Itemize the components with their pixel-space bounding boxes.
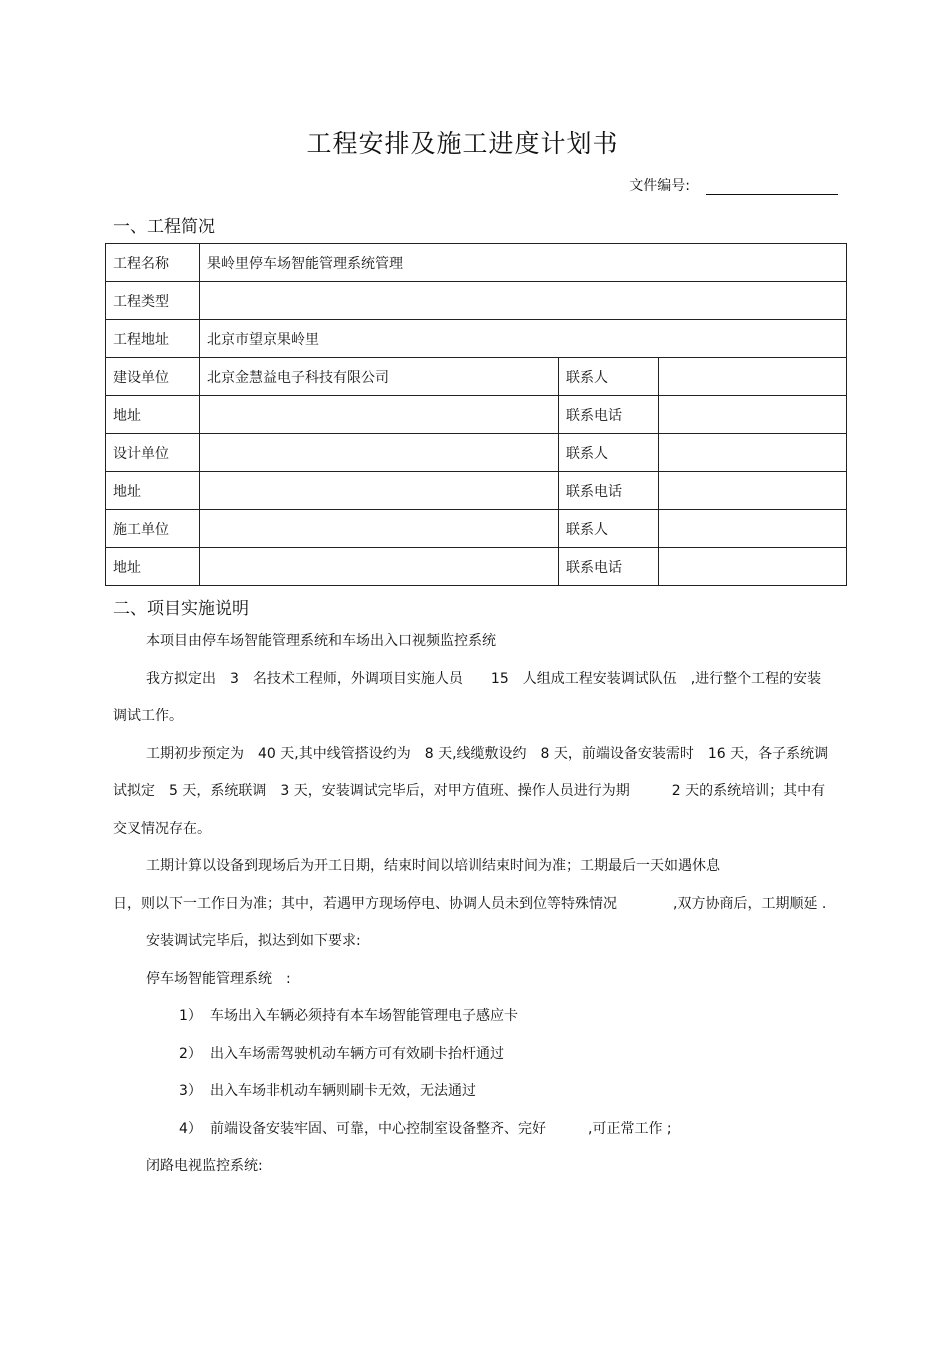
cell-label: 联系电话 xyxy=(559,472,659,510)
table-row xyxy=(106,396,847,434)
table-row xyxy=(106,320,847,358)
table-row xyxy=(106,282,847,320)
list-item-number: 4） xyxy=(179,1120,202,1137)
cell-label: 工程名称 xyxy=(106,244,200,282)
file-number-blank xyxy=(706,180,838,195)
cell-value xyxy=(659,548,847,586)
list-item-text: 出入车场非机动车辆则刷卡无效，无法通过 xyxy=(210,1083,476,1099)
cell-value xyxy=(659,396,847,434)
paragraph-parking-system: 停车场智能管理系统 : xyxy=(146,970,291,987)
implementation-body xyxy=(113,623,835,1186)
table-row xyxy=(106,548,847,586)
cell-label: 地址 xyxy=(106,396,200,434)
paragraph-scope: 本项目由停车场智能管理系统和车场出入口视频监控系统 xyxy=(146,633,496,649)
list-item-number: 2） xyxy=(179,1045,202,1062)
list-item-text: 车场出入车辆必须持有本车场智能管理电子感应卡 xyxy=(210,1008,518,1024)
table-row xyxy=(106,510,847,548)
cell-value xyxy=(659,358,847,396)
paragraph-cctv-system: 闭路电视监控系统: xyxy=(146,1158,263,1174)
list-item-number: 1） xyxy=(179,1008,202,1024)
cell-value: 果岭里停车场智能管理系统管理 xyxy=(200,244,847,282)
cell-label: 地址 xyxy=(106,472,200,510)
list-item xyxy=(113,1073,835,1111)
cell-label: 联系电话 xyxy=(559,396,659,434)
list-item-text: 前端设备安装牢固、可靠，中心控制室设备整齐、完好 ,可正常工作 ; xyxy=(210,1120,672,1137)
table-row xyxy=(106,472,847,510)
cell-value xyxy=(200,472,559,510)
table-row xyxy=(106,434,847,472)
list-item xyxy=(113,1036,835,1074)
paragraph-team: 我方拟定出 3 名技术工程师，外调项目实施人员 15 人组成工程安装调试队伍 ,进行整个工程的安装调试工作。 xyxy=(113,670,822,724)
file-number-label: 文件编号: xyxy=(629,178,690,194)
list-item-number: 3） xyxy=(179,1083,202,1099)
list-item xyxy=(113,998,835,1036)
cell-value xyxy=(200,548,559,586)
cell-label: 地址 xyxy=(106,548,200,586)
cell-label: 建设单位 xyxy=(106,358,200,396)
section-heading-overview: 一、工程简况 xyxy=(113,217,215,237)
paragraph-schedule: 工期初步预定为 40 天,其中线管搭设约为 8 天,线缆敷设约 8 天，前端设备安装需时 16 天，各子系统调试拟定 5 天，系统联调 3 天，安装调试完毕后，对甲方值班、操作人员进行为期 2 天的系统培训；其中有交叉情况存在。 xyxy=(113,745,829,837)
cell-value xyxy=(659,434,847,472)
table-row xyxy=(106,358,847,396)
project-info-table xyxy=(105,243,847,586)
cell-label: 联系人 xyxy=(559,434,659,472)
list-item-text: 出入车场需驾驶机动车辆方可有效刷卡抬杆通过 xyxy=(210,1045,504,1062)
cell-label: 联系人 xyxy=(559,358,659,396)
cell-value xyxy=(659,472,847,510)
paragraph-requirements-intro: 安装调试完毕后，拟达到如下要求: xyxy=(146,933,361,949)
cell-label: 工程类型 xyxy=(106,282,200,320)
table-row xyxy=(106,244,847,282)
cell-label: 设计单位 xyxy=(106,434,200,472)
section-heading-implementation: 二、项目实施说明 xyxy=(113,599,249,619)
file-number-field xyxy=(629,175,838,195)
paragraph-period-calc-cont: 日，则以下一工作日为准；其中，若遇甲方现场停电、协调人员未到位等特殊情况 ,双方协商后，工期顺延 . xyxy=(113,895,827,912)
cell-value xyxy=(200,434,559,472)
cell-label: 联系人 xyxy=(559,510,659,548)
cell-value xyxy=(200,510,559,548)
cell-value: 北京市望京果岭里 xyxy=(200,320,847,358)
paragraph-period-calc: 工期计算以设备到现场后为开工日期，结束时间以培训结束时间为准；工期最后一天如遇休息 xyxy=(146,858,720,874)
cell-value xyxy=(200,282,847,320)
document-title: 工程安排及施工进度计划书 xyxy=(306,129,619,158)
cell-value: 北京金慧益电子科技有限公司 xyxy=(200,358,559,396)
cell-value xyxy=(659,510,847,548)
cell-label: 施工单位 xyxy=(106,510,200,548)
cell-label: 工程地址 xyxy=(106,320,200,358)
cell-label: 联系电话 xyxy=(559,548,659,586)
cell-value xyxy=(200,396,559,434)
list-item xyxy=(113,1111,835,1149)
